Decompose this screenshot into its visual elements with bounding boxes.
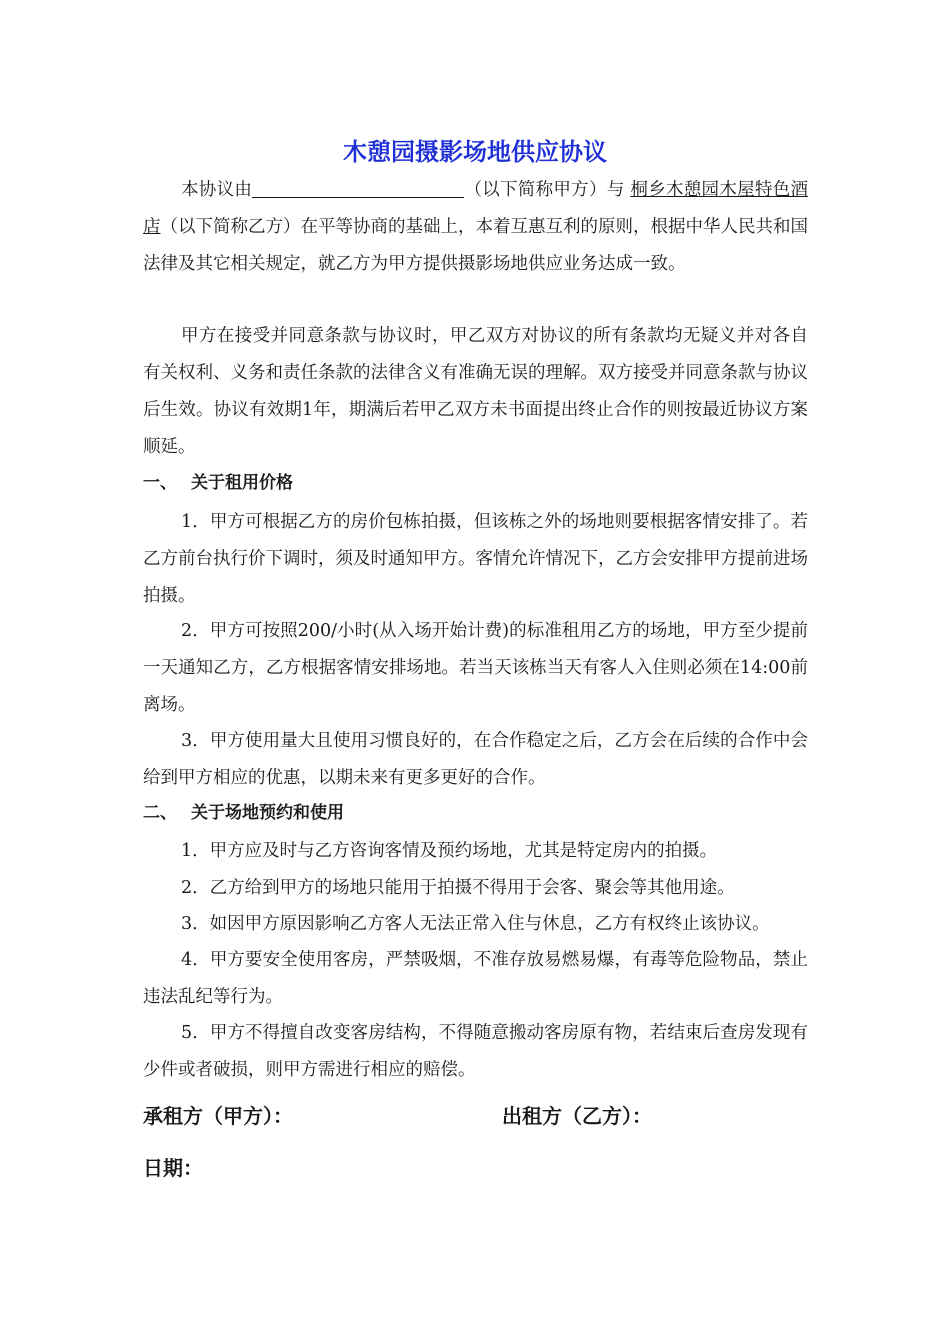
section-2-item-1: 1．甲方应及时与乙方咨询客情及预约场地，尤其是特定房内的拍摄。 bbox=[181, 841, 718, 861]
section-2-item-2: 2．乙方给到甲方的场地只能用于拍摄不得用于会客、聚会等其他用途。 bbox=[181, 878, 735, 898]
section-2-title: 关于场地预约和使用 bbox=[191, 803, 344, 823]
intro-mid: （以下简称甲方）与 bbox=[464, 180, 631, 200]
document-title: 木憩园摄影场地供应协议 bbox=[343, 138, 607, 166]
intro-paragraph-2: 甲方在接受并同意条款与协议时，甲乙双方对协议的所有条款均无疑义并对各自有关权利、义务和责任条款的法律含义有准确无误的理解。双方接受并同意条款与协议后生效。协议有效期1年，期满后若甲乙双方未书面提出终止合作的则按最近协议方案顺延。 bbox=[143, 326, 808, 457]
section-1-heading bbox=[143, 468, 293, 498]
lessor-signature-label: 出租方（乙方）： bbox=[502, 1104, 652, 1128]
section-2-number: 二、 bbox=[143, 803, 177, 823]
intro-suffix: （以下简称乙方）在平等协商的基础上，本着互惠互利的原则，根据中华人民共和国法律及其它相关规定，就乙方为甲方提供摄影场地供应业务达成一致。 bbox=[143, 217, 808, 274]
party-b-name: 桐乡木憩园木屋特色酒店 bbox=[143, 180, 809, 237]
date-label: 日期： bbox=[143, 1156, 203, 1180]
section-1-title: 关于租用价格 bbox=[191, 473, 293, 493]
party-a-blank-line bbox=[252, 179, 464, 198]
section-1-item-3: 3．甲方使用量大且使用习惯良好的，在合作稳定之后，乙方会在后续的合作中会给到甲方相应的优惠，以期未来有更多更好的合作。 bbox=[143, 731, 808, 788]
section-1-number: 一、 bbox=[143, 473, 177, 493]
lessee-signature-label: 承租方（甲方）： bbox=[143, 1104, 293, 1128]
section-2-heading bbox=[143, 798, 344, 828]
section-1-item-2: 2．甲方可按照200/小时(从入场开始计费)的标准租用乙方的场地，甲方至少提前一天通知乙方，乙方根据客情安排场地。若当天该栋当天有客人入住则必须在14:00前离场。 bbox=[143, 621, 808, 715]
section-1-item-1: 1．甲方可根据乙方的房价包栋拍摄，但该栋之外的场地则要根据客情安排了。若乙方前台执行价下调时，须及时通知甲方。客情允许情况下，乙方会安排甲方提前进场拍摄。 bbox=[143, 512, 808, 606]
section-2-item-4: 4．甲方要安全使用客房，严禁吸烟，不准存放易燃易爆，有毒等危险物品，禁止违法乱纪等行为。 bbox=[143, 950, 808, 1007]
intro-paragraph-1 bbox=[143, 172, 808, 283]
section-2-item-3: 3．如因甲方原因影响乙方客人无法正常入住与休息，乙方有权终止该协议。 bbox=[181, 914, 770, 934]
intro-prefix: 本协议由 bbox=[181, 180, 253, 200]
section-2-item-5: 5．甲方不得擅自改变客房结构，不得随意搬动客房原有物，若结束后查房发现有少件或者破损，则甲方需进行相应的赔偿。 bbox=[143, 1023, 808, 1080]
